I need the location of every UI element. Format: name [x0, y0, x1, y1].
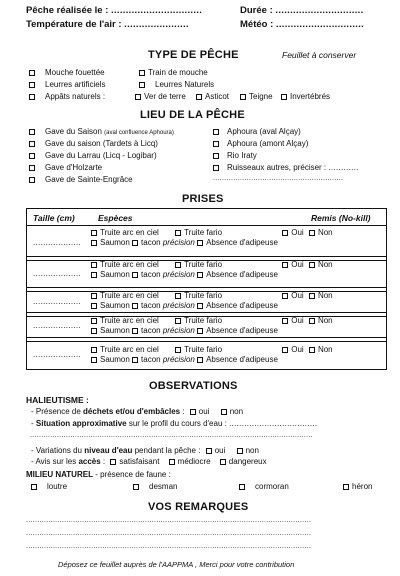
- checkbox[interactable]: [282, 293, 288, 299]
- checkbox[interactable]: [197, 303, 203, 309]
- observations-title: OBSERVATIONS: [149, 380, 238, 392]
- checkbox[interactable]: [29, 165, 35, 171]
- col-species-header: Espèces: [98, 213, 133, 223]
- duration-label: Durée :: [240, 5, 273, 16]
- situation-row: - Situation approximative sur le profil du cours d'eau : ...................................: [31, 419, 318, 428]
- table-row: Saumon tacon précision Absence d'adipeuse: [91, 301, 278, 310]
- checkbox[interactable]: [91, 328, 97, 334]
- checkbox[interactable]: [29, 94, 35, 100]
- checkbox[interactable]: [213, 165, 219, 171]
- other-streams-field[interactable]: ..........................................................: [213, 175, 344, 182]
- fauna-heron[interactable]: héron: [343, 482, 372, 491]
- row-divider: [27, 287, 386, 288]
- opt-natural-bait[interactable]: Appâts naturels :: [29, 92, 105, 101]
- col-size-header: Taille (cm): [33, 213, 75, 223]
- remarks-line-2[interactable]: ...............................................................................................................................: [26, 530, 312, 537]
- checkbox[interactable]: [139, 82, 145, 88]
- checkbox[interactable]: [237, 448, 243, 454]
- size-field[interactable]: ...................: [33, 321, 81, 330]
- checkbox[interactable]: [91, 272, 97, 278]
- checkbox[interactable]: [132, 272, 138, 278]
- checkbox[interactable]: [31, 484, 37, 490]
- fauna-desman[interactable]: desman: [133, 482, 177, 491]
- loc-gave-saison[interactable]: Gave du Saison (aval confluence Aphoura): [29, 127, 174, 136]
- catches-title: PRISES: [182, 193, 224, 205]
- loc-gave-larrau[interactable]: Gave du Larrau (Licq - Logibar): [29, 151, 157, 160]
- table-row: Saumon tacon précision Absence d'adipeuse: [91, 355, 278, 364]
- checkbox[interactable]: [91, 262, 97, 268]
- table-row: Saumon tacon précision Absence d'adipeuse: [91, 270, 278, 279]
- size-field[interactable]: ...................: [33, 350, 81, 359]
- catches-table: [26, 208, 387, 370]
- checkbox[interactable]: [282, 230, 288, 236]
- size-field[interactable]: ...................: [33, 238, 81, 247]
- table-row: Truite arc en ciel Truite fario Oui Non: [91, 228, 333, 237]
- air-temp-label: Température de l'air :: [26, 19, 122, 30]
- loc-aphoura-amont[interactable]: Aphoura (amont Alçay): [213, 139, 308, 148]
- fishing-date-label: Pêche réalisée le :: [26, 5, 109, 16]
- checkbox[interactable]: [309, 262, 315, 268]
- keep-sheet-note: Feuillet à conserver: [282, 50, 357, 60]
- checkbox[interactable]: [281, 94, 287, 100]
- loc-gave-sainte-engrace[interactable]: Gave de Sainte-Engrâce: [29, 175, 133, 184]
- row-divider: [27, 225, 386, 226]
- opt-natural-lures[interactable]: Leurres Naturels: [139, 80, 214, 89]
- water-level-row: - Variations du niveau d'eau pendant la pêche : oui non: [31, 446, 259, 455]
- row-divider: [27, 341, 386, 342]
- row-divider: [27, 256, 386, 257]
- air-temp-field[interactable]: ......................: [124, 19, 189, 30]
- size-field[interactable]: ...................: [33, 269, 81, 278]
- checkbox[interactable]: [132, 240, 138, 246]
- checkbox[interactable]: [132, 357, 138, 363]
- checkbox[interactable]: [110, 459, 116, 465]
- checkbox[interactable]: [29, 153, 35, 159]
- checkbox[interactable]: [213, 129, 219, 135]
- checkbox[interactable]: [175, 262, 181, 268]
- checkbox[interactable]: [197, 357, 203, 363]
- checkbox[interactable]: [309, 347, 315, 353]
- fishing-date-field[interactable]: ...............................: [111, 5, 203, 16]
- loc-gave-holzarte[interactable]: Gave d'Holzarte: [29, 163, 102, 172]
- checkbox[interactable]: [197, 328, 203, 334]
- natural-env-row: MILIEU NATUREL - présence de faune :: [26, 470, 171, 479]
- col-release-header: Remis (No-kill): [311, 213, 371, 223]
- bait-invertebrates[interactable]: Invertébrés: [281, 92, 330, 101]
- remarks-line-3[interactable]: ...............................................................................................................................: [26, 543, 312, 550]
- checkbox[interactable]: [220, 459, 226, 465]
- fishing-type-title: TYPE DE PÊCHE: [148, 49, 239, 61]
- checkbox[interactable]: [239, 484, 245, 490]
- debris-row: - Présence de déchets et/ou d'embâcles : oui non: [31, 407, 244, 416]
- checkbox[interactable]: [132, 303, 138, 309]
- remarks-title: VOS REMARQUES: [148, 501, 249, 513]
- checkbox[interactable]: [135, 94, 141, 100]
- access-row: - Avis sur les accès : satisfaisant médiocre dangereux: [31, 457, 267, 466]
- loc-other-streams[interactable]: Ruisseaux autres, préciser : ............: [213, 163, 359, 172]
- row-divider: [27, 312, 386, 313]
- fauna-otter[interactable]: loutre: [31, 482, 67, 491]
- checkbox[interactable]: [175, 347, 181, 353]
- bait-maggot[interactable]: Asticot: [196, 92, 229, 101]
- checkbox[interactable]: [343, 484, 349, 490]
- checkbox[interactable]: [196, 94, 202, 100]
- air-temp-row: [26, 19, 189, 30]
- checkbox[interactable]: [29, 141, 35, 147]
- checkbox[interactable]: [197, 272, 203, 278]
- checkbox[interactable]: [213, 141, 219, 147]
- table-row: Saumon tacon précision Absence d'adipeuse: [91, 326, 278, 335]
- loc-rio-iraty[interactable]: Rio Iraty: [213, 151, 257, 160]
- checkbox[interactable]: [91, 347, 97, 353]
- row-divider: [27, 337, 386, 338]
- checkbox[interactable]: [175, 230, 181, 236]
- checkbox[interactable]: [221, 409, 227, 415]
- opt-artificial-lures[interactable]: Leurres artificiels: [29, 80, 105, 89]
- bait-worm[interactable]: Ver de terre: [135, 92, 186, 101]
- checkbox[interactable]: [139, 70, 145, 76]
- weather-row: [240, 19, 364, 30]
- checkbox[interactable]: [206, 448, 212, 454]
- size-field[interactable]: ...................: [33, 297, 81, 306]
- checkbox[interactable]: [133, 484, 139, 490]
- opt-fly-train[interactable]: Train de mouche: [139, 68, 208, 77]
- loc-gave-saison-tardets[interactable]: Gave du saison (Tardets à Licq): [29, 139, 158, 148]
- checkbox[interactable]: [29, 129, 35, 135]
- table-row: Truite arc en ciel Truite fario Oui Non: [91, 291, 333, 300]
- fauna-cormorant[interactable]: cormoran: [239, 482, 289, 491]
- checkbox[interactable]: [175, 318, 181, 324]
- duration-field[interactable]: ..............................: [275, 5, 364, 16]
- checkbox[interactable]: [197, 240, 203, 246]
- checkbox[interactable]: [309, 293, 315, 299]
- checkbox[interactable]: [91, 318, 97, 324]
- footer-note: Déposez ce feuillet auprès de l'AAPPMA , Merci pour votre contribution: [58, 560, 295, 569]
- checkbox[interactable]: [91, 293, 97, 299]
- checkbox[interactable]: [282, 318, 288, 324]
- situation-field-line[interactable]: ..............................................................................................................................: [30, 432, 313, 439]
- table-row: Truite arc en ciel Truite fario Oui Non: [91, 316, 333, 325]
- opt-fly[interactable]: Mouche fouettée: [29, 68, 105, 77]
- checkbox[interactable]: [169, 459, 175, 465]
- checkbox[interactable]: [213, 153, 219, 159]
- remarks-line-1[interactable]: ...............................................................................................................................: [26, 517, 312, 524]
- checkbox[interactable]: [282, 262, 288, 268]
- table-row: Truite arc en ciel Truite fario Oui Non: [91, 345, 333, 354]
- checkbox[interactable]: [91, 230, 97, 236]
- checkbox[interactable]: [190, 409, 196, 415]
- location-title: LIEU DE LA PÊCHE: [140, 109, 245, 121]
- checkbox[interactable]: [175, 293, 181, 299]
- checkbox[interactable]: [91, 357, 97, 363]
- weather-field[interactable]: ..............................: [275, 19, 365, 30]
- checkbox[interactable]: [240, 94, 246, 100]
- weather-label: Météo :: [240, 19, 274, 30]
- checkbox[interactable]: [91, 240, 97, 246]
- loc-aphoura-aval[interactable]: Aphoura (aval Alçay): [213, 127, 301, 136]
- checkbox[interactable]: [29, 177, 35, 183]
- bait-moth[interactable]: Teigne: [240, 92, 273, 101]
- checkbox[interactable]: [29, 82, 35, 88]
- fishing-date-row: [26, 5, 202, 16]
- halieutism-heading: HALIEUTISME :: [26, 395, 89, 405]
- duration-row: [240, 5, 364, 16]
- situation-field[interactable]: ...................................: [229, 419, 318, 428]
- table-row: Truite arc en ciel Truite fario Oui Non: [91, 260, 333, 269]
- checkbox[interactable]: [282, 347, 288, 353]
- checkbox[interactable]: [309, 230, 315, 236]
- checkbox[interactable]: [91, 303, 97, 309]
- checkbox[interactable]: [309, 318, 315, 324]
- table-row: Saumon tacon précision Absence d'adipeuse: [91, 238, 278, 247]
- checkbox[interactable]: [29, 70, 35, 76]
- checkbox[interactable]: [132, 328, 138, 334]
